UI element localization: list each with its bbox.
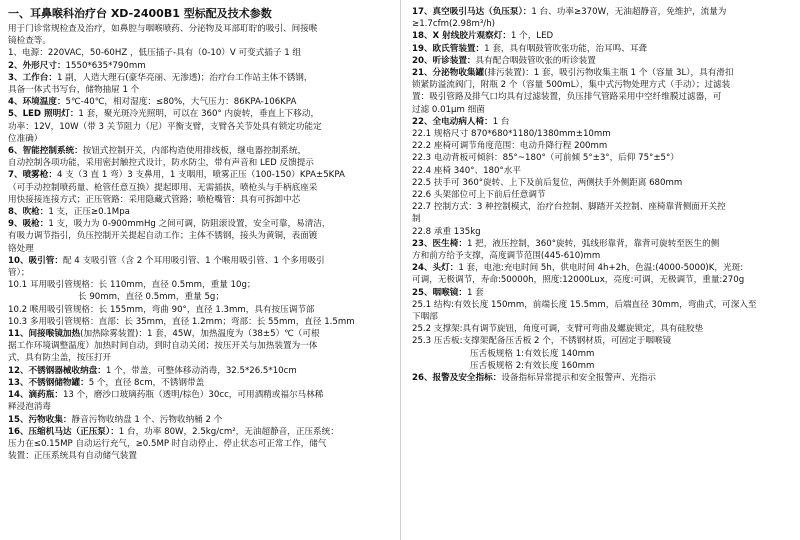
item-text: 压力在≤0.15MP 自动运行充气，≥0.5MP 时自动停止、停止状态可正常工作，储气 (8, 438, 327, 449)
item-text: 4 支（3 直 1 弯）3 支鼻用，1 支咽用，喷雾正压（100-150）KPA±5KPA (56, 170, 345, 181)
text-line (8, 304, 393, 316)
item-heading: 26、报警及安全指标： (412, 373, 502, 384)
item-text: 用快接接连接方式；正压管路：采用隐藏式管路；喷枪嘴管：具有可拆卸中芯 (8, 194, 301, 205)
text-line (8, 438, 393, 450)
text-line (8, 401, 393, 413)
item-text: 过滤 0.01μm 细菌 (412, 104, 485, 115)
text-line (412, 43, 794, 55)
item-heading: 2、外形尺寸： (8, 60, 66, 71)
text-line (412, 262, 794, 274)
text-line (8, 450, 393, 462)
text-line (412, 79, 794, 91)
item-text: 自动控制各项功能，采用密封触控式设计，防水防尘，带有声音和 LED 反馈提示 (8, 158, 314, 169)
text-line (8, 267, 393, 279)
item-heading: 10、吸引管： (8, 255, 63, 266)
item-text: 有吸力调节指引，负压控制开关提起自动工作；主体不锈钢，接头为黄铜，表面镀 (8, 231, 318, 242)
right-column (412, 6, 794, 384)
item-heading: 3、工作台： (8, 72, 57, 83)
text-line (8, 145, 393, 157)
item-text: 1 台 (492, 116, 510, 127)
item-text: 22.6 头架部位可上下前后任意调节 (412, 190, 546, 201)
text-line (412, 128, 794, 140)
text-line (412, 335, 794, 347)
item-text: 25.1 结构:有效长度 150mm，前端长度 15.5mm，后端直径 30mm，弯曲式，可深入至 (412, 299, 757, 310)
text-line (8, 255, 393, 267)
text-line (8, 340, 393, 352)
text-line (8, 328, 393, 340)
item-text: 1 副，人造大理石(豪华亮丽、无渗透)；治疗台工作站主体不锈钢， (56, 72, 313, 83)
text-line (412, 67, 794, 79)
text-line (8, 84, 393, 96)
item-text: 1550*635*790mm (65, 60, 146, 71)
item-text: 1 个，LED (510, 31, 554, 42)
text-line (8, 96, 393, 108)
item-text: 1 支，吸力为 0-900mmHg 之间可调，防阻滚设置，安全可靠，易清洁， (48, 219, 331, 230)
item-heading: 19、欧氏管装置： (412, 43, 485, 54)
item-text: 设备指标异常提示和安全报警声、光指示 (501, 373, 657, 384)
text-line (8, 133, 393, 145)
item-text: 1 套，电池:充电时间 5h，供电时间 4h+2h，色温:(4000-5000)K，光斑: (458, 263, 744, 274)
item-text: 一、耳鼻喉科治疗台 XD-2400B1 型标配及技术参数 (8, 7, 272, 20)
item-heading: 21、分泌物收集罐 (412, 68, 485, 79)
item-text: 10.2 喉用吸引管规格：长 155mm，弯曲 90°，直径 1.3mm，具有按压调节部 (8, 304, 315, 315)
text-line (412, 6, 794, 18)
text-line (8, 291, 393, 303)
item-text: 管）； (8, 268, 30, 279)
text-line (412, 30, 794, 42)
text-line (8, 377, 393, 389)
item-text: 1 把，液压控制，360°旋转，弧线形靠背，靠背可旋转至医生的侧 (466, 238, 720, 249)
text-line (8, 279, 393, 291)
item-text: 配 4 支吸引管（含 2 个耳用吸引管、1 个喉用吸引管、1 个多用吸引 (62, 255, 325, 266)
item-text: 1 个，带盖，可整体移动消毒，32.5*26.5*10cm (105, 365, 297, 376)
item-text: 1、电源：220VAC，50-60HZ ，低压插子-具有（0-10）V 可变式插子 1 组 (8, 48, 302, 59)
item-text: 据工作环境调整温度）加热时间自动，到时自动关闭；按压开关与加热装置为一体 (8, 341, 318, 352)
text-line (412, 165, 794, 177)
text-line (412, 226, 794, 238)
text-line (412, 287, 794, 299)
item-text: 22.2 座椅可调节角度范围：电动升降行程 200mm (412, 141, 608, 152)
item-heading: 11、间接喉镜加热 (8, 329, 81, 340)
item-text: 22.3 电动背板可倾斜：85°~180°（可前倾 5°±3°，后仰 75°±5°） (412, 153, 679, 164)
text-line (412, 91, 794, 103)
text-line (412, 348, 794, 360)
item-text: ≥1.7cfm(2.98m³/h) (412, 19, 495, 30)
item-text: (加热除雾装置)：1 套，45W，加热温度为（38±5）℃（可根 (80, 329, 320, 340)
item-heading: 17、真空吸引马达（负压泵）： (412, 7, 532, 17)
left-column (8, 6, 393, 462)
item-text: (排污装置)：1 套，吸引污物收集主瓶 1 个（容量 3L），具有滑扣 (484, 68, 734, 79)
text-line (8, 316, 393, 328)
item-text: 1 支，正压≥0.1Mpa (48, 207, 130, 218)
item-text: 制 (412, 214, 421, 225)
text-line (8, 108, 393, 120)
text-line (8, 230, 393, 242)
item-text: 10.3 多用吸引管规格：直部：长 35mm，直径 1.2mm；弯部：长 55mm，直径 1.5mm (8, 316, 355, 327)
text-line (8, 169, 393, 181)
item-text: 10.1 耳用吸引管规格：长 110mm，直径 0.5mm，重量 10g； (8, 280, 256, 291)
text-line (412, 177, 794, 189)
item-text: 压舌板规格 2:有效长度 160mm (470, 360, 595, 371)
text-line (412, 311, 794, 323)
item-text: 1 套，具有咽鼓管吹张功能，治耳鸣、耳聋 (484, 43, 648, 54)
text-line (412, 55, 794, 67)
item-text: 22.5 扶手可 360°旋转、上下及前后复位，两侧扶手外侧距离 680mm (412, 177, 683, 188)
item-text: 22.7 控制方式：3 种控制模式，治疗台控制、脚踏开关控制、座椅靠背侧面开关控 (412, 202, 726, 213)
item-text: 1 台，功率 80W，2.5kg/cm²，无油超静音，正压系统： (118, 426, 339, 437)
text-line (412, 274, 794, 286)
document-title (8, 6, 393, 22)
item-text: 锁紧防溢流阀门，附瓶 2 个（容量 500mL），集中式污物处理方式（手动）；过滤装 (412, 80, 731, 91)
text-line (8, 218, 393, 230)
item-text: 静音污物收纳盘 1 个、污物收纳桶 2 个 (71, 414, 223, 425)
item-text: 按钮式控制开关，内部构造使用排线板，继电器控制系统， (82, 146, 307, 157)
item-heading: 23、医生椅： (412, 238, 467, 249)
item-text: 5 个，直径 8cm，不锈钢带盖 (88, 377, 205, 388)
text-line (8, 426, 393, 438)
text-line (8, 365, 393, 377)
text-line (412, 323, 794, 335)
item-text: 用于门诊常规检查及治疗，如鼻腔与咽喉喷药、分泌物及耳部耵聍的吸引、间接喉 (8, 24, 318, 34)
text-line (8, 121, 393, 133)
text-line (412, 140, 794, 152)
item-heading: 6、智能控制系统： (8, 146, 83, 157)
text-line (8, 157, 393, 169)
item-text: 铬处理 (8, 243, 34, 254)
item-heading: 20、听诊装置： (412, 55, 476, 66)
column-divider (400, 0, 401, 540)
item-text: 25.3 压舌板:支撑架配备压舌板 2 个，不锈钢材质，可固定于咽喉镜 (412, 336, 672, 347)
text-line (412, 18, 794, 30)
item-text: 可调，无极调节，寿命:50000h，照度:12000Lux，亮度:可调，无极调节，重量:270g (412, 275, 745, 286)
item-heading: 15、污物收集： (8, 414, 72, 425)
item-heading: 16、压缩机马达（正压泵）： (8, 426, 119, 437)
text-line (412, 104, 794, 116)
text-line (8, 414, 393, 426)
text-line (412, 238, 794, 250)
item-text: 功率：12V，10W（带 3 关节阻力（尼）平衡支臂，支臂各关节处具有锁定功能定 (8, 121, 322, 132)
text-line (8, 194, 393, 206)
text-line (412, 152, 794, 164)
item-text: 镜检查等。 (8, 36, 51, 47)
text-line (412, 116, 794, 128)
text-line (412, 299, 794, 311)
item-text: 压舌板规格 1:有效长度 140mm (470, 348, 595, 359)
item-heading: 8、吹枪： (8, 207, 49, 218)
item-heading: 5、LED 照明灯： (8, 109, 79, 120)
item-heading: 13、不锈钢储物罐： (8, 377, 89, 388)
item-text: 1 套，聚光斑冷光照明，可以在 360° 内旋转，垂直上下移动， (78, 109, 320, 120)
item-text: 1 台、功率≥370W，无油超静音，免维护，流量为 (531, 7, 727, 17)
item-heading: 12、不锈钢器械收纳盘： (8, 365, 106, 376)
item-text: （可手动控制喷药量、枪管任意互换）提起即用、无需插拔，喷枪头与手柄底座采 (8, 182, 318, 193)
text-line (412, 360, 794, 372)
text-line (8, 23, 393, 35)
item-text: 装置：正压系统具有自动储气装置 (8, 451, 137, 462)
text-line (8, 47, 393, 59)
item-heading: 22、全电动病人椅： (412, 116, 493, 127)
text-line (8, 389, 393, 401)
item-text: 长 90mm，直径 0.5mm，重量 5g； (78, 292, 224, 303)
item-text: 位准确） (8, 133, 43, 144)
item-text: 释浸泡消毒 (8, 402, 51, 413)
text-line (412, 213, 794, 225)
text-line (412, 250, 794, 262)
text-line (412, 372, 794, 384)
item-heading: 9、吸枪： (8, 219, 49, 230)
item-text: 1 套 (466, 287, 484, 298)
item-text: 式，具有防尘盖，按压打开 (8, 353, 112, 364)
item-heading: 4、环境温度： (8, 97, 66, 108)
item-heading: 18、X 射线胶片观察灯： (412, 31, 511, 42)
item-text: 具备一体式书写台，储物抽屉 1 个 (8, 85, 140, 96)
item-text: 22.4 座椅 340°、180°水平 (412, 165, 521, 176)
item-text: 22.8 承重 135kg (412, 226, 481, 237)
text-line (8, 72, 393, 84)
text-line (8, 182, 393, 194)
text-line (8, 243, 393, 255)
item-heading: 24、头灯： (412, 263, 459, 274)
item-heading: 25、咽喉镜： (412, 287, 467, 298)
text-line (412, 201, 794, 213)
item-text: 25.2 支撑架:具有调节旋钮，角度可调，支臂可弯曲及螺旋锁定，具有硅胶垫 (412, 324, 704, 335)
item-text: 13 个，磨沙口玻璃药瓶（透明/棕色）30cc，可用酒精或福尔马林稀 (62, 390, 324, 401)
text-line (8, 60, 393, 72)
text-line (8, 35, 393, 47)
item-text: 下咽部 (412, 312, 438, 323)
item-text: 方和前方给予支撑，高度调节范围(445-610)mm (412, 251, 601, 262)
item-text: 22.1 规格尺寸 870*680*1180/1380mm±10mm (412, 129, 611, 140)
item-heading: 14、滴药瓶： (8, 390, 63, 401)
item-heading: 7、喷雾枪： (8, 170, 57, 181)
text-line (8, 352, 393, 364)
text-line (412, 189, 794, 201)
text-line (8, 206, 393, 218)
item-text: 具有配合咽鼓管吹张的听诊装置 (475, 55, 596, 66)
item-text: 5℃-40℃，相对湿度：≤80%，大气压力：86KPA-106KPA (65, 97, 297, 108)
item-text: 置：吸引管路及排气口均具有过滤装置，负压排气管路采用中空纤维膜过滤器，可 (412, 92, 722, 103)
